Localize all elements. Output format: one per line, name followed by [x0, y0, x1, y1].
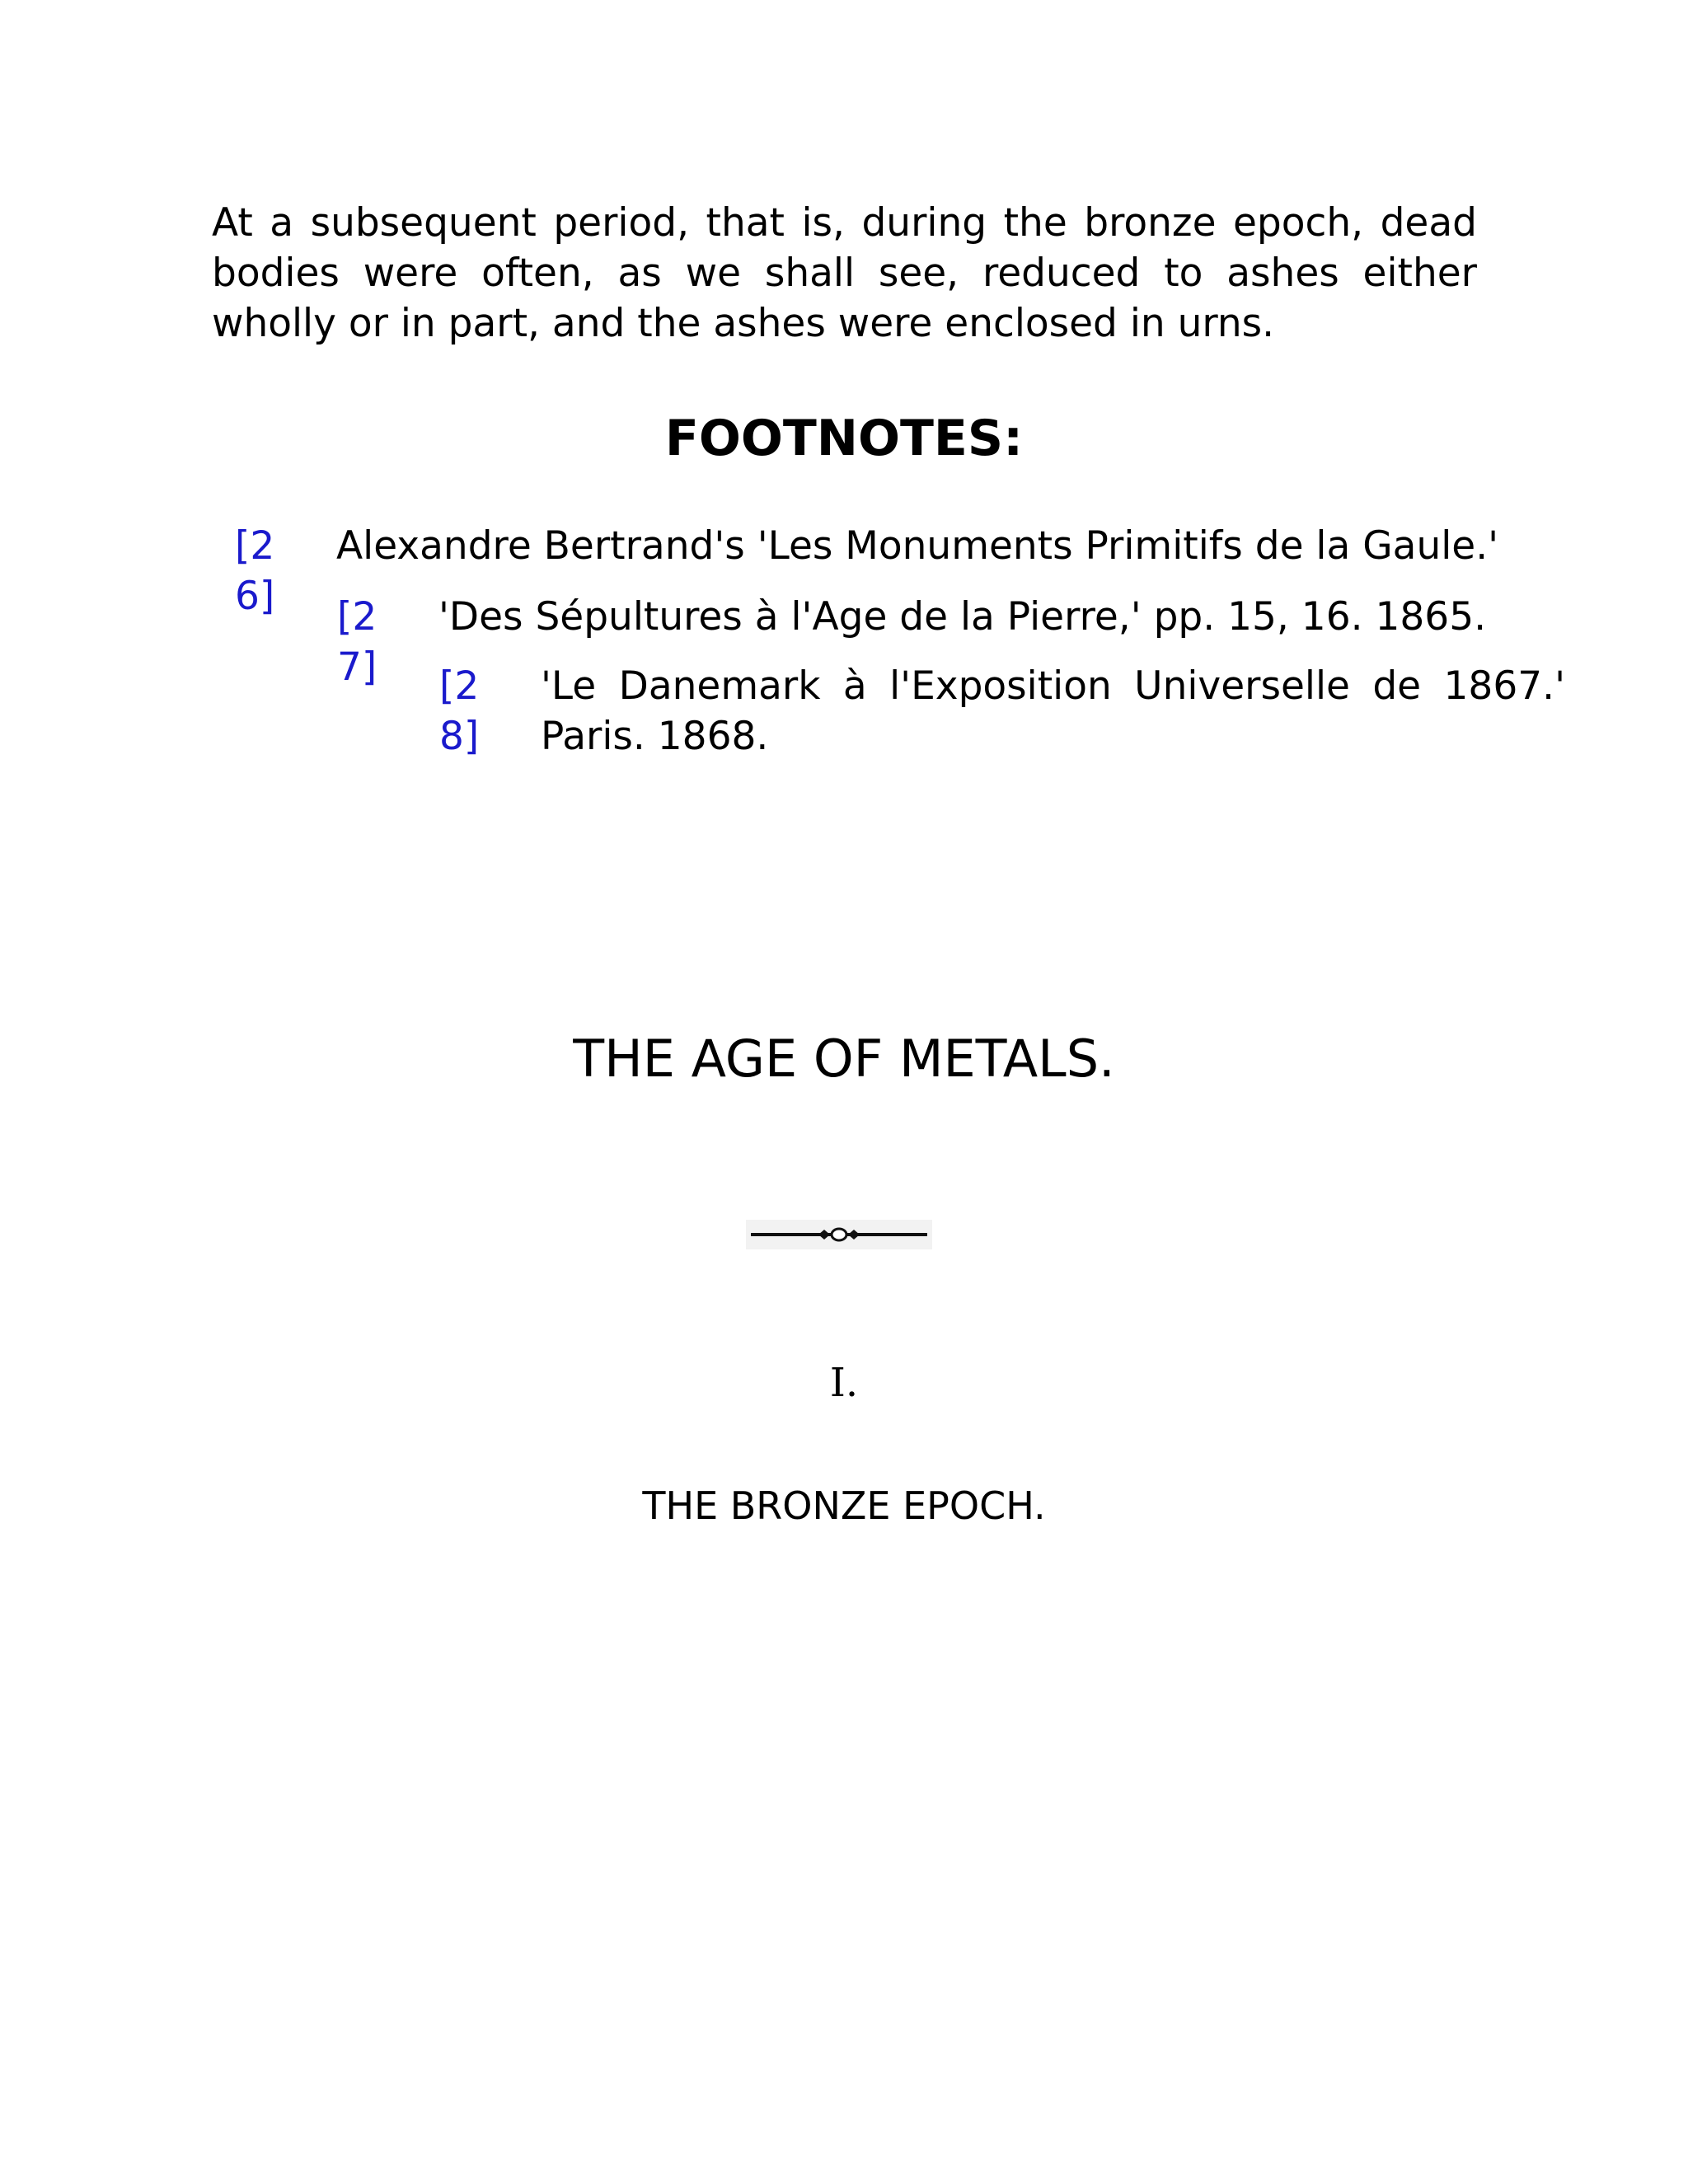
section-title: THE AGE OF METALS. — [573, 1029, 1115, 1089]
footnote-text: 'Des Sépultures à l'Age de la Pierre,' pp. 15, 16. 1865. — [438, 594, 1487, 640]
decorative-divider-icon — [746, 1220, 932, 1249]
chapter-number: I. — [829, 1360, 859, 1406]
footnote-text: Alexandre Bertrand's 'Les Monuments Primitifs de la Gaule.' — [336, 523, 1499, 569]
footnote-text: 'Le Danemark à l'Exposition Universelle de 1867.' Paris. 1868. — [541, 663, 1565, 759]
body-paragraph: At a subsequent period, that is, during the bronze epoch, dead bodies were often, as we shall see, reduced to ashes either wholly or in part, and the ashes were enclosed in urns. — [212, 200, 1477, 346]
chapter-title: THE BRONZE EPOCH. — [642, 1483, 1046, 1528]
footnote-marker-link[interactable]: [27] — [337, 594, 377, 690]
footnote-marker-link[interactable]: [28] — [439, 663, 480, 759]
footnote-marker-link[interactable]: [26] — [235, 523, 275, 619]
footnotes-heading: FOOTNOTES: — [664, 410, 1024, 467]
